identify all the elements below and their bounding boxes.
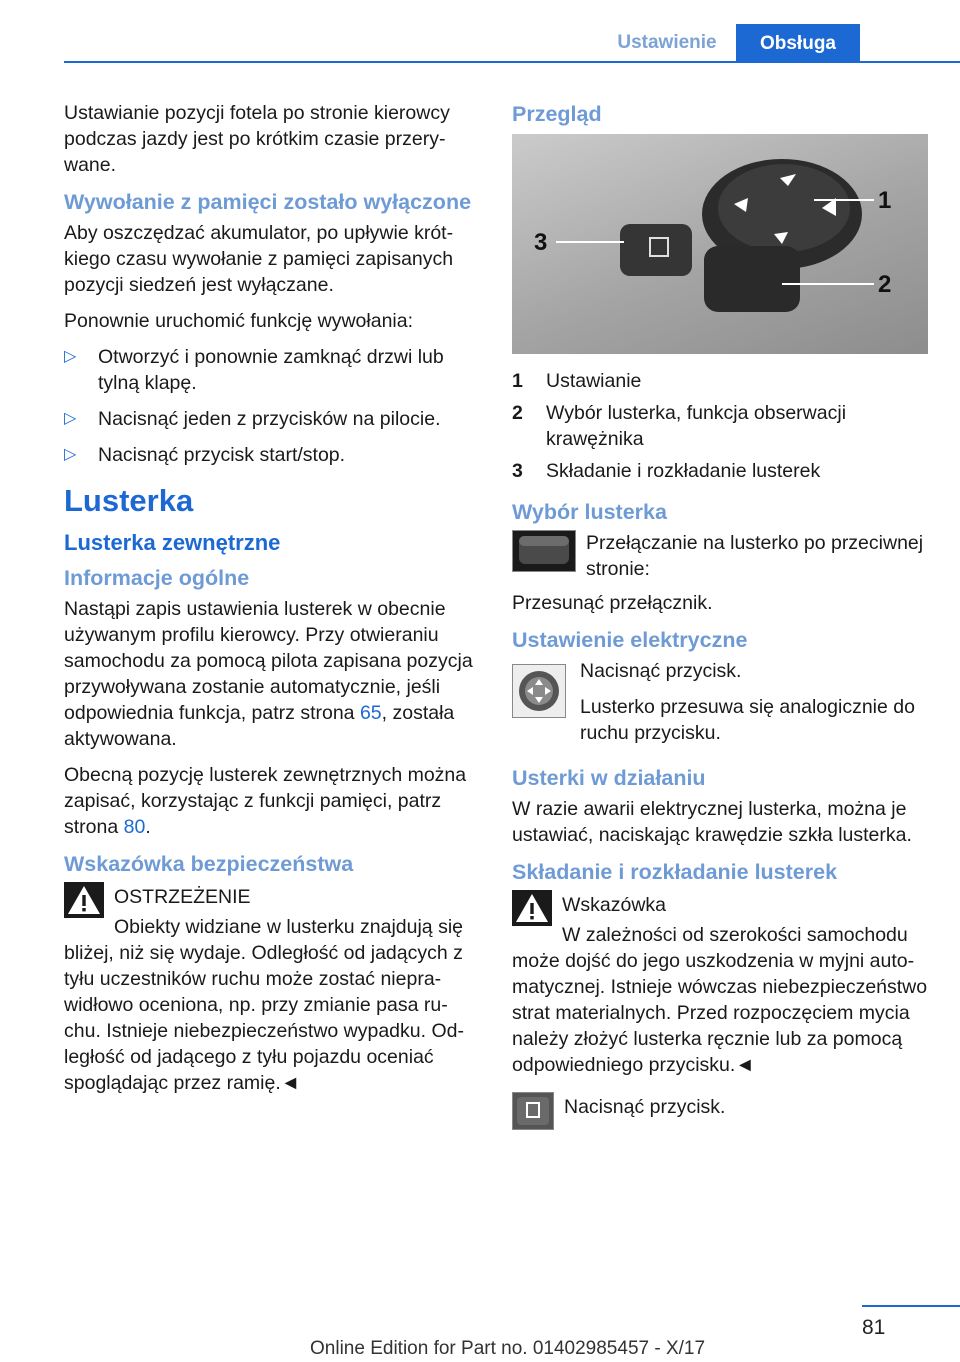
photo-legend <box>512 368 932 484</box>
heading-electric: Ustawienie elektryczne <box>512 628 748 652</box>
edition-line: Online Edition for Part no. 01402985457 - X/17 <box>310 1338 706 1359</box>
joystick-icon <box>512 664 566 718</box>
mirror-select-block <box>512 530 932 582</box>
bullet-triangle-icon: ▷ <box>64 446 77 463</box>
malfunction-text: W razie awarii elektrycznej lusterka, można je ustawiać, naciskając krawędzie szkła lusterka. <box>512 798 912 846</box>
page-link-65[interactable]: 65 <box>359 702 382 724</box>
heading-exterior-mirrors: Lusterka zewnętrzne <box>64 530 281 555</box>
fold-action-block <box>512 1092 932 1130</box>
heading-safety: Wskazówka bezpieczeństwa <box>64 852 354 876</box>
legend-text: Wybór lusterka, funkcja obserwacji krawężnika <box>546 402 847 450</box>
legend-number: 1 <box>512 370 523 392</box>
header-tab-section[interactable]: Ustawienie <box>617 31 717 53</box>
note-title: Wskazówka <box>562 894 667 916</box>
fold-button-icon <box>512 1092 554 1130</box>
recall-off-paragraph: Aby oszczędzać akumulator, po upływie krótkiego czasu wywołanie z pamięci zapisanych pozycji siedzeń jest wyłączane. <box>64 222 454 296</box>
bullet-triangle-icon: ▷ <box>64 348 77 365</box>
list-item: ▷ Nacisnąć jeden z przycisków na pilocie. <box>64 408 441 430</box>
photo-label: 1 <box>878 187 892 214</box>
note-text: W zależności od szerokości samochodu może dojść do jego uszkodzenia w myjni automatycznej. Istnieje wówczas niebezpieczeństwo strat materialnych. Przed rozpoczęciem mycia należy złożyć lusterka ręcznie lub za pomocą odpowiedniego przycisku.◄ <box>512 924 928 1076</box>
heading-recall-off: Wywołanie z pamięci zostało wyłączone <box>64 190 472 214</box>
intro-paragraph: Ustawianie pozycji fotela po stronie kierowcy podczas jazdy jest po krótkim czasie przerywane. <box>64 102 450 176</box>
bullet-triangle-icon: ▷ <box>64 410 77 427</box>
mirror-controls-photo <box>512 134 928 354</box>
legend-text: Ustawianie <box>546 370 642 392</box>
page-link-80[interactable]: 80 <box>123 816 146 838</box>
left-column <box>64 100 478 1106</box>
warning-icon <box>512 890 552 926</box>
reactivate-paragraph: Ponownie uruchomić funkcję wywołania: <box>64 310 414 332</box>
note-block <box>512 890 932 926</box>
fold-button <box>620 224 692 276</box>
warning-block <box>64 882 478 918</box>
header-tab-chapter[interactable]: Obsługa <box>736 24 860 63</box>
footer-rule <box>862 1305 960 1307</box>
reactivate-list <box>64 344 478 468</box>
legend-text: Składanie i rozkładanie lusterek <box>546 460 821 482</box>
photo-label: 2 <box>878 271 892 298</box>
electric-block <box>512 658 932 756</box>
heading-mirrors: Lusterka <box>64 483 194 518</box>
photo-label: 3 <box>534 229 548 256</box>
heading-mirror-select: Wybór lusterka <box>512 500 667 524</box>
heading-folding: Składanie i rozkładanie lusterek <box>512 860 838 884</box>
heading-malfunction: Usterki w działaniu <box>512 766 706 790</box>
fold-action-text: Nacisnąć przycisk. <box>564 1096 726 1118</box>
warning-icon <box>64 882 104 918</box>
right-column <box>512 100 932 1138</box>
warning-title: OSTRZEŻENIE <box>114 886 251 908</box>
legend-number: 2 <box>512 402 523 424</box>
list-item: ▷ Nacisnąć przycisk start/stop. <box>64 444 346 466</box>
header-rule <box>64 61 960 63</box>
electric-texts <box>576 658 932 756</box>
legend-number: 3 <box>512 460 523 482</box>
mirror-controls-illustration <box>512 134 928 354</box>
page-number: 81 <box>862 1316 886 1339</box>
memory-paragraph: Obecną pozycję lusterek zewnętrznych można zapisać, korzystając z funkcji pamięci, patrz strona 80. <box>64 764 467 838</box>
selector-switch-icon <box>512 530 576 572</box>
warning-text: Obiekty widziane w lusterku znajdują się bliżej, niż się wydaje. Odległość od jadących z tyłu uczestników ruchu może zostać nieprawidłowo oceniona, np. przy zmianie pasa ruchu. Istnieje niebezpieczeństwo wypadku. Odległość od jadącego z tyłu pojazdu oceniać spoglądając przez ramię.◄ <box>64 916 464 1094</box>
selector-switch <box>704 246 800 312</box>
mirror-select-text: Przełączanie na lusterko po przeciwnej stronie: <box>586 532 924 580</box>
electric-text-1: Nacisnąć przycisk. <box>580 660 742 682</box>
electric-text-2: Lusterko przesuwa się analogicznie do ruchu przycisku. <box>580 696 915 744</box>
mirror-select-action: Przesunąć przełącznik. <box>512 592 713 614</box>
general-paragraph: Nastąpi zapis ustawienia lusterek w obecnie używanym profilu kierowcy. Przy otwieraniu samochodu za pomocą pilota zapisana pozycja przywoływana zostanie automatycznie, jeśli odpowiednia funkcja, patrz strona 65, została aktywowana. <box>64 598 473 750</box>
list-item: ▷ Otworzyć i ponownie zamknąć drzwi lub tylną klapę. <box>64 346 444 394</box>
heading-overview: Przegląd <box>512 102 602 126</box>
heading-general-info: Informacje ogólne <box>64 566 250 590</box>
